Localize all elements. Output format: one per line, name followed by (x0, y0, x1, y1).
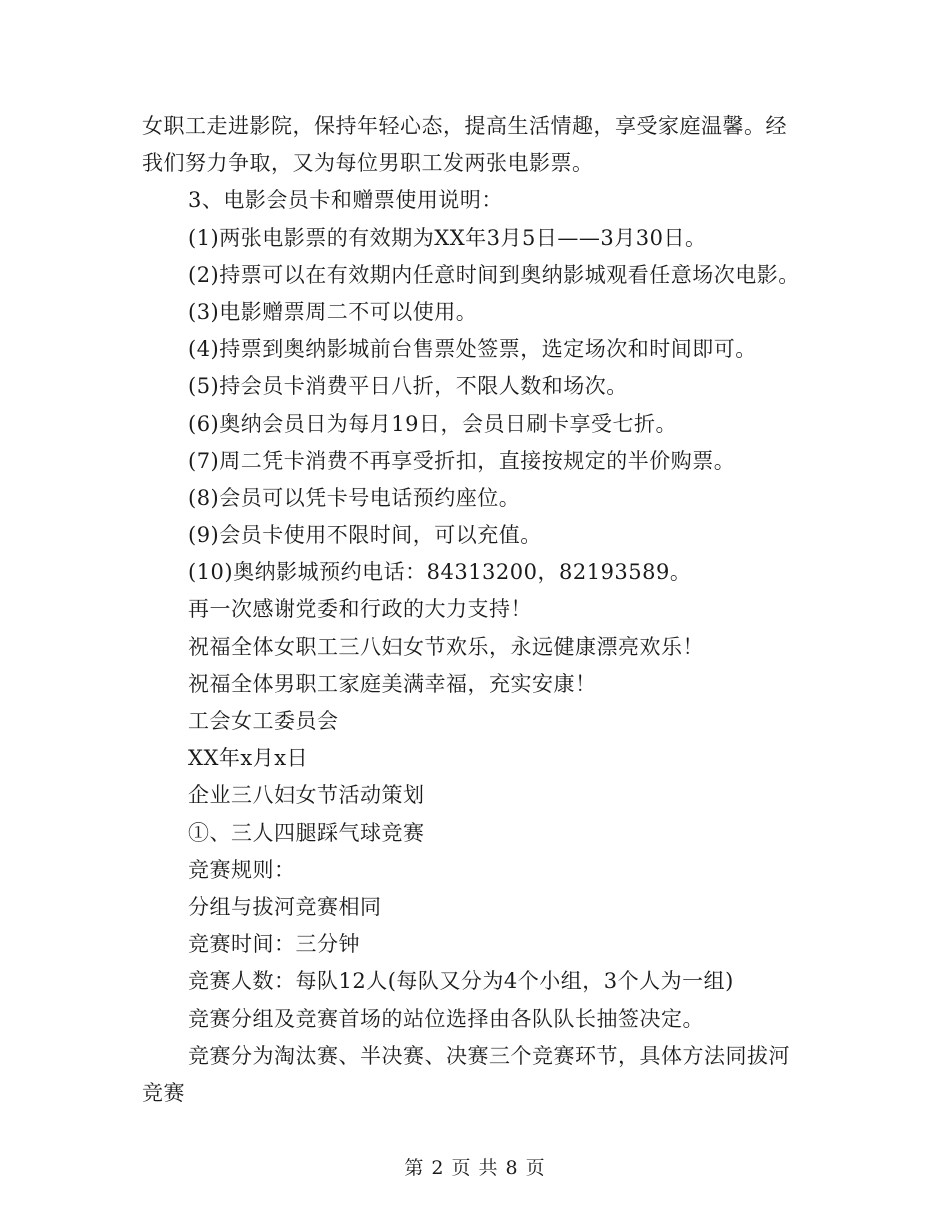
list-item: (7)周二凭卡消费不再享受折扣，直接按规定的半价购票。 (188, 448, 736, 473)
list-item: (5)持会员卡消费平日八折，不限人数和场次。 (188, 374, 628, 399)
paragraph-line: 分组与拔河竞赛相同 (188, 894, 382, 919)
paragraph-line: 竞赛人数：每队12人(每队又分为4个小组，3个人为一组) (188, 969, 734, 994)
paragraph-line: 竞赛分为淘汰赛、半决赛、决赛三个竞赛环节，具体方法同拔河 (188, 1043, 790, 1068)
paragraph-line: 竞赛时间：三分钟 (188, 932, 360, 957)
document-body (142, 108, 802, 1112)
list-item: (6)奥纳会员日为每月19日，会员日刷卡享受七折。 (188, 411, 677, 436)
list-item: (10)奥纳影城预约电话：84313200，82193589。 (188, 560, 692, 585)
section-title: 企业三八妇女节活动策划 (188, 783, 425, 808)
signature-line: 工会女工委员会 (188, 709, 339, 733)
list-item: (8)会员可以凭卡号电话预约座位。 (188, 485, 521, 510)
paragraph-line: 女职工走进影院，保持年轻心态，提高生活情趣，享受家庭温馨。经 (142, 114, 787, 138)
paragraph-line: 竞赛 (142, 1080, 185, 1105)
list-item: (1)两张电影票的有效期为XX年3月5日——3月30日。 (188, 225, 707, 250)
paragraph-line: 祝福全体男职工家庭美满幸福，充实安康！ (188, 671, 597, 696)
list-item: (9)会员卡使用不限时间，可以充值。 (188, 523, 542, 548)
list-item: (4)持票到奥纳影城前台售票处签票，选定场次和时间即可。 (188, 337, 757, 362)
date-line: XX年x月x日 (188, 746, 309, 771)
paragraph-line: 我们努力争取，又为每位男职工发两张电影票。 (142, 151, 594, 176)
activity-title: ①、三人四腿踩气球竞赛 (188, 820, 425, 845)
list-item: (3)电影赠票周二不可以使用。 (188, 299, 478, 324)
paragraph-line: 竞赛规则： (188, 857, 296, 882)
list-item: (2)持票可以在有效期内任意时间到奥纳影城观看任意场次电影。 (188, 262, 800, 287)
page-number-footer: 第 2 页 共 8 页 (404, 1157, 546, 1179)
paragraph-line: 竞赛分组及竞赛首场的站位选择由各队队长抽签决定。 (188, 1006, 704, 1031)
section-heading: 3、电影会员卡和赠票使用说明： (188, 188, 503, 213)
paragraph-line: 再一次感谢党委和行政的大力支持！ (188, 597, 532, 622)
paragraph-line: 祝福全体女职工三八妇女节欢乐，永远健康漂亮欢乐！ (188, 634, 704, 659)
